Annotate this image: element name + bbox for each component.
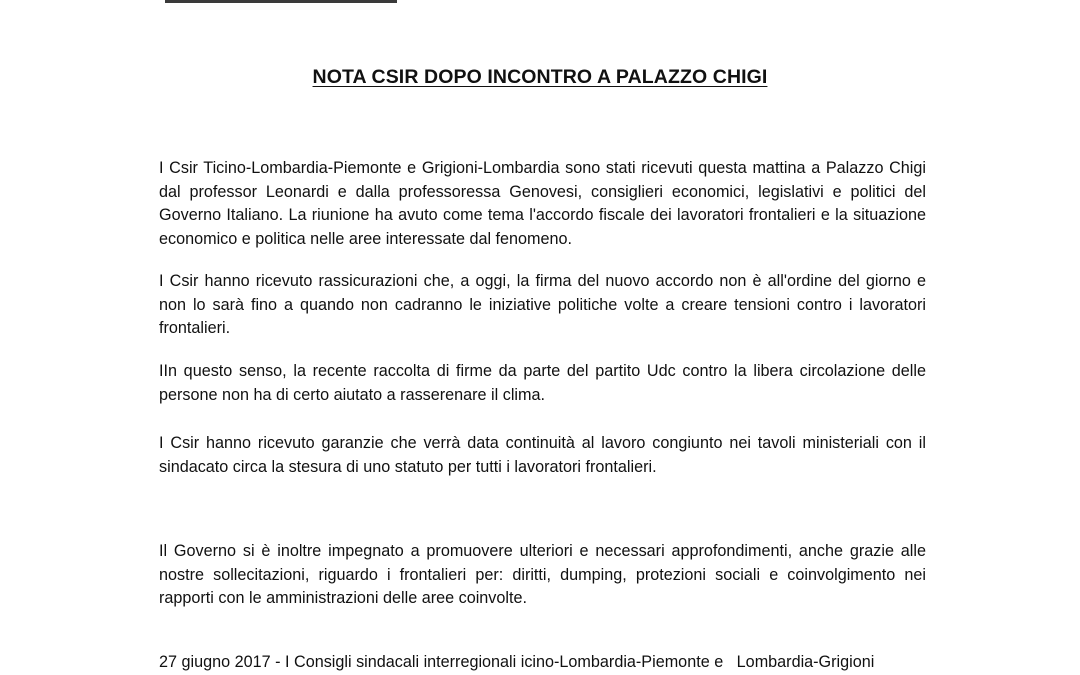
document-title: NOTA CSIR DOPO INCONTRO A PALAZZO CHIGI [312, 66, 768, 88]
signature-line: 27 giugno 2017 - I Consigli sindacali interregionali icino-Lombardia-Piemonte e Lombardia-Grigioni [159, 653, 875, 671]
header-rule [165, 0, 397, 3]
paragraph-1: I Csir Ticino-Lombardia-Piemonte e Grigioni-Lombardia sono stati ricevuti questa mattina a Palazzo Chigi dal professor Leonardi e dalla professoressa Genovesi, consiglieri economici, legislativi e politici del Governo Italiano. La riunione ha avuto come tema l'accordo fiscale dei lavoratori frontalieri e la situazione economico e politica nelle aree interessate dal fenomeno. [159, 159, 926, 248]
paragraph-3: IIn questo senso, la recente raccolta di firme da parte del partito Udc contro la libera circolazione delle persone non ha di certo aiutato a rasserenare il clima. [159, 362, 926, 404]
paragraph-5: Il Governo si è inoltre impegnato a promuovere ulteriori e necessari approfondimenti, anche grazie alle nostre sollecitazioni, riguardo i frontalieri per: diritti, dumping, protezioni sociali e coinvolgimento nei rapporti con le amministrazioni delle aree coinvolte. [159, 542, 926, 607]
paragraph-4: I Csir hanno ricevuto garanzie che verrà data continuità al lavoro congiunto nei tavoli ministeriali con il sindacato circa la stesura di uno statuto per tutti i lavoratori frontalieri. [159, 434, 926, 476]
paragraph-2: I Csir hanno ricevuto rassicurazioni che, a oggi, la firma del nuovo accordo non è all'ordine del giorno e non lo sarà fino a quando non cadranno le iniziative politiche volte a creare tensioni contro i lavoratori frontalieri. [159, 272, 926, 337]
